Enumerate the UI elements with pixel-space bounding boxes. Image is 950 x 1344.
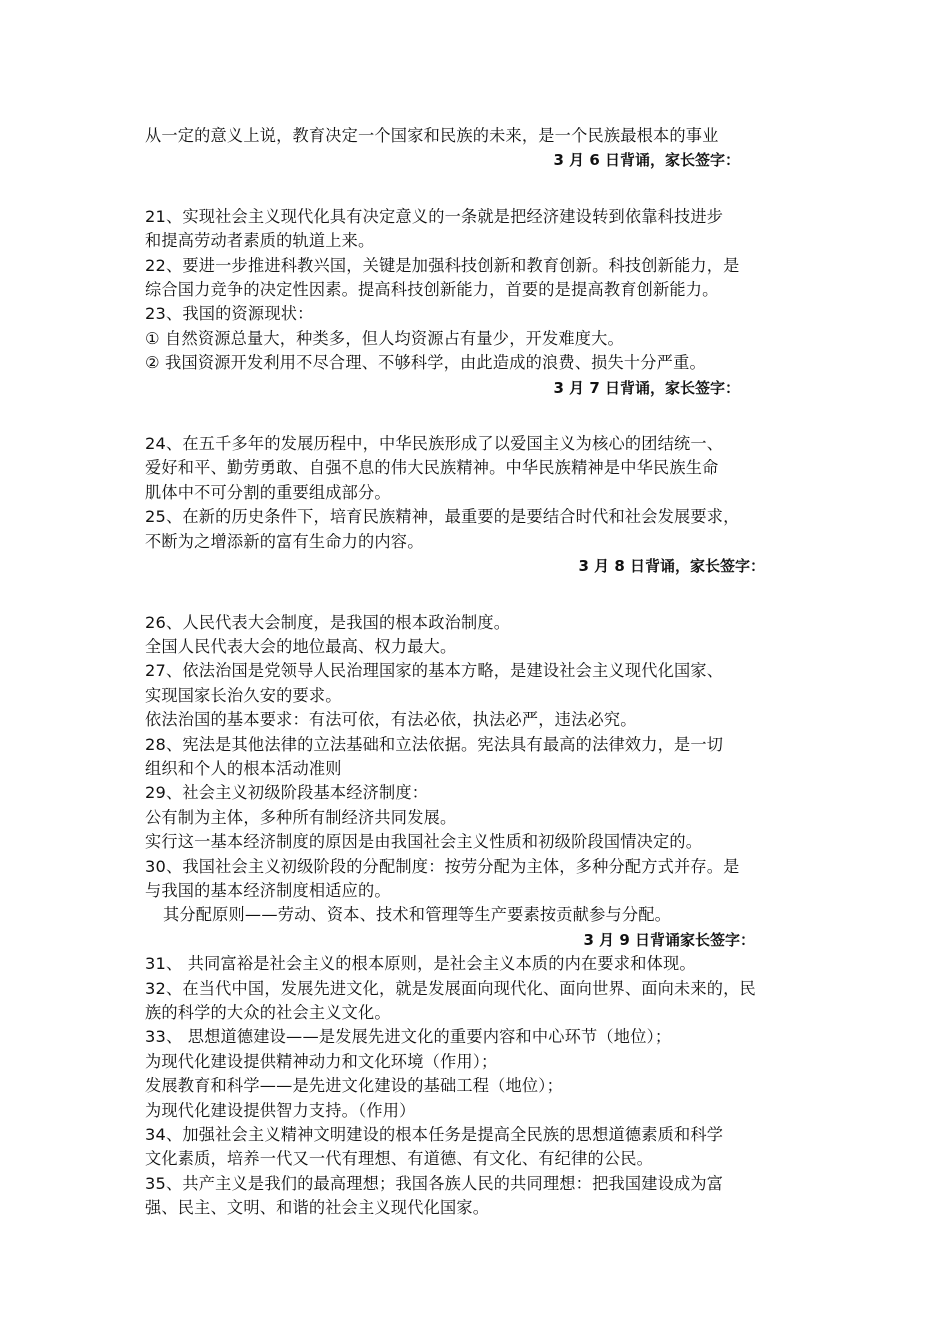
spacer <box>145 579 810 611</box>
item-35: 35、共产主义是我们的最高理想；我国各族人民的共同理想：把我国建设成为富 <box>145 1173 724 1193</box>
text-line: 为现代化建设提供智力支持。（作用） <box>145 1100 416 1120</box>
text-line: 为现代化建设提供精神动力和文化环境（作用）； <box>145 1051 498 1071</box>
item-28: 28、宪法是其他法律的立法基础和立法依据。宪法具有最高的法律效力，是一切 <box>145 734 724 754</box>
item-27: 27、依法治国是党领导人民治理国家的基本方略，是建设社会主义现代化国家、 <box>145 661 724 681</box>
text-line: 和提高劳动者素质的轨道上来。 <box>145 231 375 251</box>
text-line: 依法治国的基本要求：有法可依，有法必依，执法必严，违法必究。 <box>145 710 637 730</box>
text-line: 与我国的基本经济制度相适应的。 <box>145 880 391 900</box>
text-line: 公有制为主体，多种所有制经济共同发展。 <box>145 807 457 827</box>
text-line: 全国人民代表大会的地位最高、权力最大。 <box>145 636 457 656</box>
spacer <box>145 173 810 205</box>
list-item: ② 我国资源开发利用不尽合理、不够科学，由此造成的浪费、损失十分严重。 <box>145 353 706 373</box>
text-line: 文化素质，培养一代又一代有理想、有道德、有文化、有纪律的公民。 <box>145 1149 654 1169</box>
text-line: 肌体中不可分割的重要组成部分。 <box>145 482 391 502</box>
item-22: 22、要进一步推进科教兴国，关键是加强科技创新和教育创新。科技创新能力，是 <box>145 255 740 275</box>
signature-line-march-9: 3 月 9 日背诵家长签字： <box>583 930 755 949</box>
text-line: 发展教育和科学——是先进文化建设的基础工程（地位）； <box>145 1076 563 1096</box>
text-line: 族的科学的大众的社会主义文化。 <box>145 1003 391 1022</box>
text-line: 不断为之增添新的富有生命力的内容。 <box>145 531 424 551</box>
item-33: 33、 思想道德建设——是发展先进文化的重要内容和中心环节（地位）； <box>145 1027 672 1047</box>
item-29: 29、社会主义初级阶段基本经济制度： <box>145 783 429 803</box>
item-25: 25、在新的历史条件下，培育民族精神，最重要的是要结合时代和社会发展要求， <box>145 507 740 527</box>
item-32: 32、在当代中国，发展先进文化，就是发展面向现代化、面向世界、面向未来的，民 <box>145 978 756 998</box>
text-line: 组织和个人的根本活动准则 <box>145 758 342 778</box>
text-line: 实现国家长治久安的要求。 <box>145 685 342 705</box>
signature-line-march-8: 3 月 8 日背诵，家长签字： <box>578 557 765 576</box>
signature-line-march-7: 3 月 7 日背诵，家长签字： <box>553 378 740 397</box>
item-31: 31、 共同富裕是社会主义的根本原则，是社会主义本质的内在要求和体现。 <box>145 954 696 974</box>
text-line: 爱好和平、勤劳勇敢、自强不息的伟大民族精神。中华民族精神是中华民族生命 <box>145 458 719 478</box>
item-26: 26、人民代表大会制度，是我国的根本政治制度。 <box>145 612 511 632</box>
text-line: 其分配原则——劳动、资本、技术和管理等生产要素按贡献参与分配。 <box>163 905 672 925</box>
item-34: 34、加强社会主义精神文明建设的根本任务是提高全民族的思想道德素质和科学 <box>145 1125 724 1145</box>
item-24: 24、在五千多年的发展历程中，中华民族形成了以爱国主义为核心的团结统一、 <box>145 434 724 454</box>
item-23: 23、我国的资源现状： <box>145 304 314 324</box>
text-line: 综合国力竞争的决定性因素。提高科技创新能力，首要的是提高教育创新能力。 <box>145 280 719 300</box>
list-item: ① 自然资源总量大，种类多，但人均资源占有量少，开发难度大。 <box>145 328 624 348</box>
document-body <box>145 124 810 1221</box>
text-line: 实行这一基本经济制度的原因是由我国社会主义性质和初级阶段国情决定的。 <box>145 832 703 852</box>
text-line: 强、民主、文明、和谐的社会主义现代化国家。 <box>145 1198 490 1218</box>
item-21: 21、实现社会主义现代化具有决定意义的一条就是把经济建设转到依靠科技进步 <box>145 206 724 226</box>
signature-line-march-6: 3 月 6 日背诵，家长签字： <box>553 151 740 170</box>
text-line: 从一定的意义上说，教育决定一个国家和民族的未来，是一个民族最根本的事业 <box>145 126 719 145</box>
spacer <box>145 400 810 432</box>
item-30: 30、我国社会主义初级阶段的分配制度：按劳分配为主体，多种分配方式并存。是 <box>145 856 740 876</box>
